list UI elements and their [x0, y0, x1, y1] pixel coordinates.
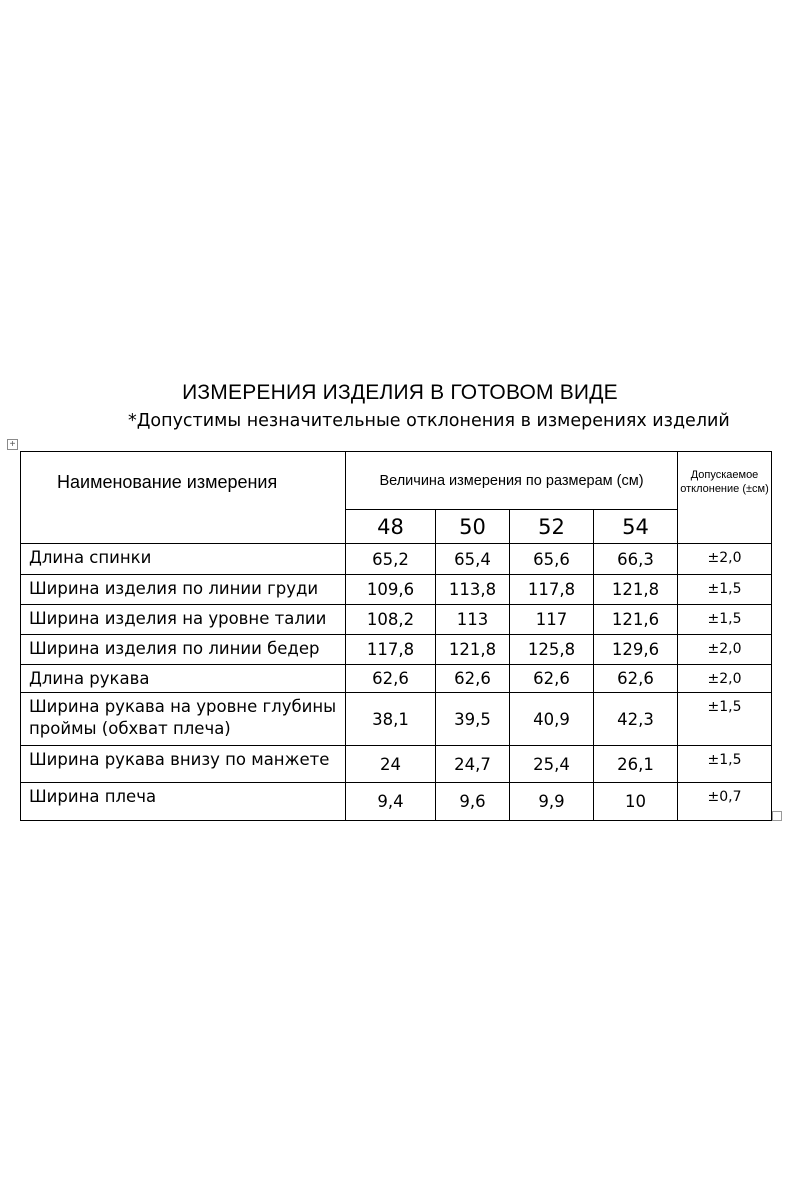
- row-tolerance: ±0,7: [678, 783, 772, 821]
- row-value: 38,1: [346, 693, 436, 746]
- size-header-52: 52: [510, 510, 594, 544]
- row-value: 117,8: [510, 575, 594, 605]
- size-header-54: 54: [594, 510, 678, 544]
- table-row: [21, 783, 772, 821]
- row-value: 24,7: [436, 746, 510, 783]
- row-tolerance: ±1,5: [678, 746, 772, 783]
- document-title: ИЗМЕРЕНИЯ ИЗДЕЛИЯ В ГОТОВОМ ВИДЕ: [182, 381, 618, 404]
- table-row: [21, 665, 772, 693]
- table-header-row: [21, 452, 772, 510]
- row-value: 121,6: [594, 605, 678, 635]
- row-value: 129,6: [594, 635, 678, 665]
- row-value: 117,8: [346, 635, 436, 665]
- table-move-handle-icon[interactable]: +: [7, 439, 18, 450]
- row-name: Ширина изделия по линии бедер: [21, 635, 346, 665]
- row-tolerance: ±1,5: [678, 605, 772, 635]
- table-row: [21, 746, 772, 783]
- row-tolerance: ±2,0: [678, 635, 772, 665]
- row-value: 65,2: [346, 544, 436, 575]
- row-value: 9,9: [510, 783, 594, 821]
- row-tolerance: ±2,0: [678, 665, 772, 693]
- table-row: [21, 605, 772, 635]
- row-tolerance: ±1,5: [678, 693, 772, 746]
- row-tolerance: ±2,0: [678, 544, 772, 575]
- row-name: Ширина изделия на уровне талии: [21, 605, 346, 635]
- header-tolerance-column: [678, 452, 772, 544]
- size-header-50: 50: [436, 510, 510, 544]
- document-subtitle: *Допустимы незначительные отклонения в измерениях изделий: [128, 411, 730, 431]
- row-value: 9,4: [346, 783, 436, 821]
- row-value: 113: [436, 605, 510, 635]
- row-name: Ширина рукава на уровне глубины проймы (обхват плеча): [21, 693, 346, 746]
- row-value: 65,6: [510, 544, 594, 575]
- row-value: 125,8: [510, 635, 594, 665]
- row-name: Ширина изделия по линии груди: [21, 575, 346, 605]
- row-value: 9,6: [436, 783, 510, 821]
- row-value: 42,3: [594, 693, 678, 746]
- measurements-table: [20, 451, 772, 821]
- row-value: 26,1: [594, 746, 678, 783]
- row-tolerance: ±1,5: [678, 575, 772, 605]
- header-sizes-label: Величина измерения по размерам (см): [346, 452, 678, 510]
- row-value: 40,9: [510, 693, 594, 746]
- row-value: 108,2: [346, 605, 436, 635]
- header-tolerance-label: Допускаемое отклонение (±см): [680, 469, 769, 495]
- row-value: 25,4: [510, 746, 594, 783]
- row-value: 66,3: [594, 544, 678, 575]
- row-name: Длина спинки: [21, 544, 346, 575]
- row-value: 117: [510, 605, 594, 635]
- table-row: [21, 693, 772, 746]
- row-value: 10: [594, 783, 678, 821]
- row-value: 39,5: [436, 693, 510, 746]
- table-row: [21, 544, 772, 575]
- row-value: 121,8: [436, 635, 510, 665]
- row-value: 62,6: [594, 665, 678, 693]
- row-value: 121,8: [594, 575, 678, 605]
- table-row: [21, 575, 772, 605]
- row-name: Ширина рукава внизу по манжете: [21, 746, 346, 783]
- row-value: 109,6: [346, 575, 436, 605]
- row-name: Ширина плеча: [21, 783, 346, 821]
- row-value: 65,4: [436, 544, 510, 575]
- table-row: [21, 635, 772, 665]
- size-header-48: 48: [346, 510, 436, 544]
- row-name: Длина рукава: [21, 665, 346, 693]
- row-value: 24: [346, 746, 436, 783]
- row-value: 62,6: [346, 665, 436, 693]
- row-value: 113,8: [436, 575, 510, 605]
- table-resize-handle-icon[interactable]: [772, 811, 782, 821]
- header-name-column: Наименование измерения: [21, 452, 346, 544]
- row-value: 62,6: [510, 665, 594, 693]
- row-value: 62,6: [436, 665, 510, 693]
